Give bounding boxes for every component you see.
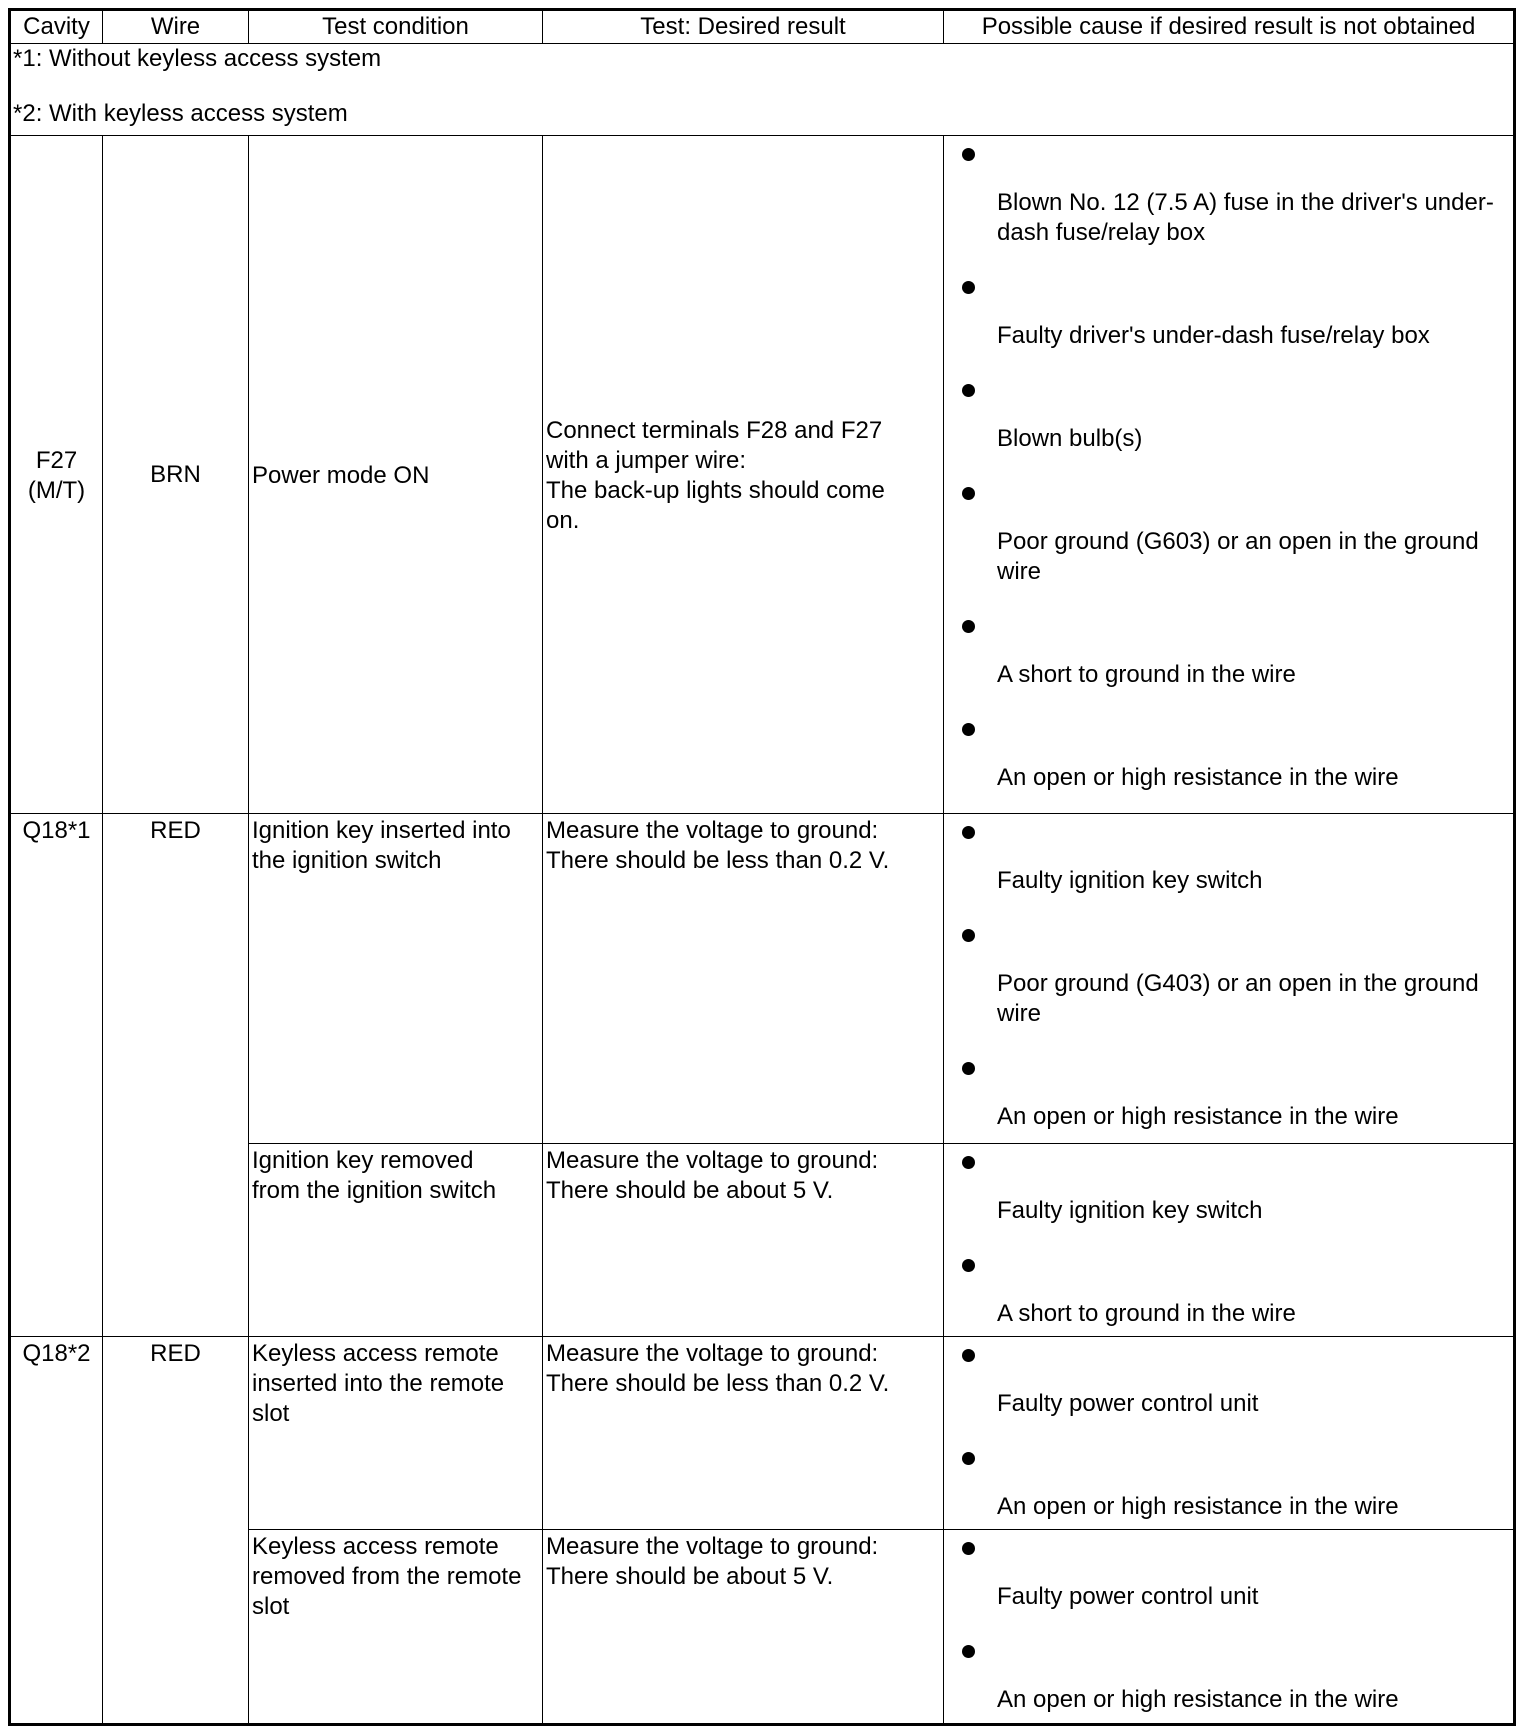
cause-text: Faulty ignition key switch xyxy=(997,1197,1263,1224)
bullet-icon xyxy=(962,723,975,736)
wire-cell xyxy=(103,1337,249,1725)
footnote-2: *2: With keyless access system xyxy=(13,100,348,127)
bullet-icon xyxy=(962,620,975,633)
cause-list xyxy=(944,1530,1513,1715)
bullet-icon xyxy=(962,148,975,161)
header-wire: Wire xyxy=(103,10,249,44)
desired-result: Connect terminals F28 and F27 with a jumper wire: The back-up lights should come on. xyxy=(546,416,885,534)
cause-item xyxy=(944,1144,1513,1226)
result-cell xyxy=(543,1144,944,1337)
cause-text: Faulty power control unit xyxy=(997,1583,1259,1610)
desired-result: Measure the voltage to ground: There should be less than 0.2 V. xyxy=(546,817,890,874)
cause-text: Faulty power control unit xyxy=(997,1390,1259,1417)
cause-item xyxy=(944,372,1513,454)
cause-text: Faulty driver's under-dash fuse/relay box xyxy=(997,322,1430,349)
bullet-icon xyxy=(962,281,975,294)
test-condition: Keyless access remote removed from the remote slot xyxy=(252,1533,522,1620)
cause-item xyxy=(944,1530,1513,1612)
cause-text: An open or high resistance in the wire xyxy=(997,1103,1399,1130)
test-condition: Ignition key inserted into the ignition switch xyxy=(252,817,511,874)
notes-row xyxy=(10,44,1515,136)
cause-text: An open or high resistance in the wire xyxy=(997,1686,1399,1713)
cavity-cell xyxy=(10,1337,103,1725)
cause-cell xyxy=(944,1144,1515,1337)
bullet-icon xyxy=(962,1349,975,1362)
wire-color: RED xyxy=(150,1340,201,1367)
cause-item xyxy=(944,917,1513,1029)
bullet-icon xyxy=(962,1645,975,1658)
bullet-icon xyxy=(962,1542,975,1555)
cause-text: Blown bulb(s) xyxy=(997,425,1143,452)
condition-cell xyxy=(249,1337,543,1530)
cause-cell xyxy=(944,136,1515,814)
bullet-icon xyxy=(962,1452,975,1465)
condition-cell xyxy=(249,136,543,814)
test-condition: Ignition key removed from the ignition switch xyxy=(252,1147,497,1204)
cause-text: An open or high resistance in the wire xyxy=(997,1493,1399,1520)
result-cell xyxy=(543,136,944,814)
cavity-cell xyxy=(10,814,103,1337)
wire-cell xyxy=(103,136,249,814)
cause-item xyxy=(944,1337,1513,1419)
desired-result: Measure the voltage to ground: There should be about 5 V. xyxy=(546,1533,879,1590)
result-cell xyxy=(543,1530,944,1725)
footnote-1: *1: Without keyless access system xyxy=(13,45,382,72)
cause-list xyxy=(944,814,1513,1132)
header-desired-result: Test: Desired result xyxy=(543,10,944,44)
header-cavity: Cavity xyxy=(10,10,103,44)
bullet-icon xyxy=(962,384,975,397)
header-test-condition: Test condition xyxy=(249,10,543,44)
cause-list xyxy=(944,136,1513,793)
table-row xyxy=(10,814,1515,1144)
wire-color: BRN xyxy=(150,460,201,488)
cause-item xyxy=(944,1633,1513,1715)
cause-list xyxy=(944,1337,1513,1522)
footnotes-cell xyxy=(10,44,1515,136)
cause-text: Blown No. 12 (7.5 A) fuse in the driver's under-dash fuse/relay box xyxy=(997,189,1494,246)
cause-text: Poor ground (G403) or an open in the ground wire xyxy=(997,970,1479,1027)
cause-item xyxy=(944,1050,1513,1132)
cause-item xyxy=(944,711,1513,793)
cause-item xyxy=(944,1440,1513,1522)
cause-text: Poor ground (G603) or an open in the ground wire xyxy=(997,528,1479,585)
wire-color: RED xyxy=(150,817,201,844)
table-row xyxy=(10,1337,1515,1530)
table-row xyxy=(10,136,1515,814)
header-possible-cause: Possible cause if desired result is not obtained xyxy=(944,10,1515,44)
desired-result: Measure the voltage to ground: There should be about 5 V. xyxy=(546,1147,879,1204)
bullet-icon xyxy=(962,1259,975,1272)
desired-result: Measure the voltage to ground: There should be less than 0.2 V. xyxy=(546,1340,890,1397)
condition-cell xyxy=(249,1144,543,1337)
condition-cell xyxy=(249,1530,543,1725)
bullet-icon xyxy=(962,487,975,500)
result-cell xyxy=(543,1337,944,1530)
condition-cell xyxy=(249,814,543,1144)
cause-item xyxy=(944,475,1513,587)
cause-cell xyxy=(944,1530,1515,1725)
cause-item xyxy=(944,136,1513,248)
bullet-icon xyxy=(962,1156,975,1169)
cavity-label: F27 (M/T) xyxy=(27,446,86,504)
cavity-label: Q18*1 xyxy=(22,817,91,844)
bullet-icon xyxy=(962,826,975,839)
test-condition: Keyless access remote inserted into the remote slot xyxy=(252,1340,505,1427)
cause-text: A short to ground in the wire xyxy=(997,661,1296,688)
cause-item xyxy=(944,608,1513,690)
connector-test-table xyxy=(8,8,1516,1726)
header-row xyxy=(10,10,1515,44)
cause-text: A short to ground in the wire xyxy=(997,1300,1296,1327)
cause-item xyxy=(944,1247,1513,1329)
cause-cell xyxy=(944,814,1515,1144)
wire-cell xyxy=(103,814,249,1337)
bullet-icon xyxy=(962,929,975,942)
cause-cell xyxy=(944,1337,1515,1530)
cause-text: Faulty ignition key switch xyxy=(997,867,1263,894)
cavity-label: Q18*2 xyxy=(22,1340,91,1367)
test-condition: Power mode ON xyxy=(252,461,430,489)
cavity-cell xyxy=(10,136,103,814)
cause-item xyxy=(944,269,1513,351)
cause-text: An open or high resistance in the wire xyxy=(997,764,1399,791)
cause-item xyxy=(944,814,1513,896)
bullet-icon xyxy=(962,1062,975,1075)
cause-list xyxy=(944,1144,1513,1329)
result-cell xyxy=(543,814,944,1144)
